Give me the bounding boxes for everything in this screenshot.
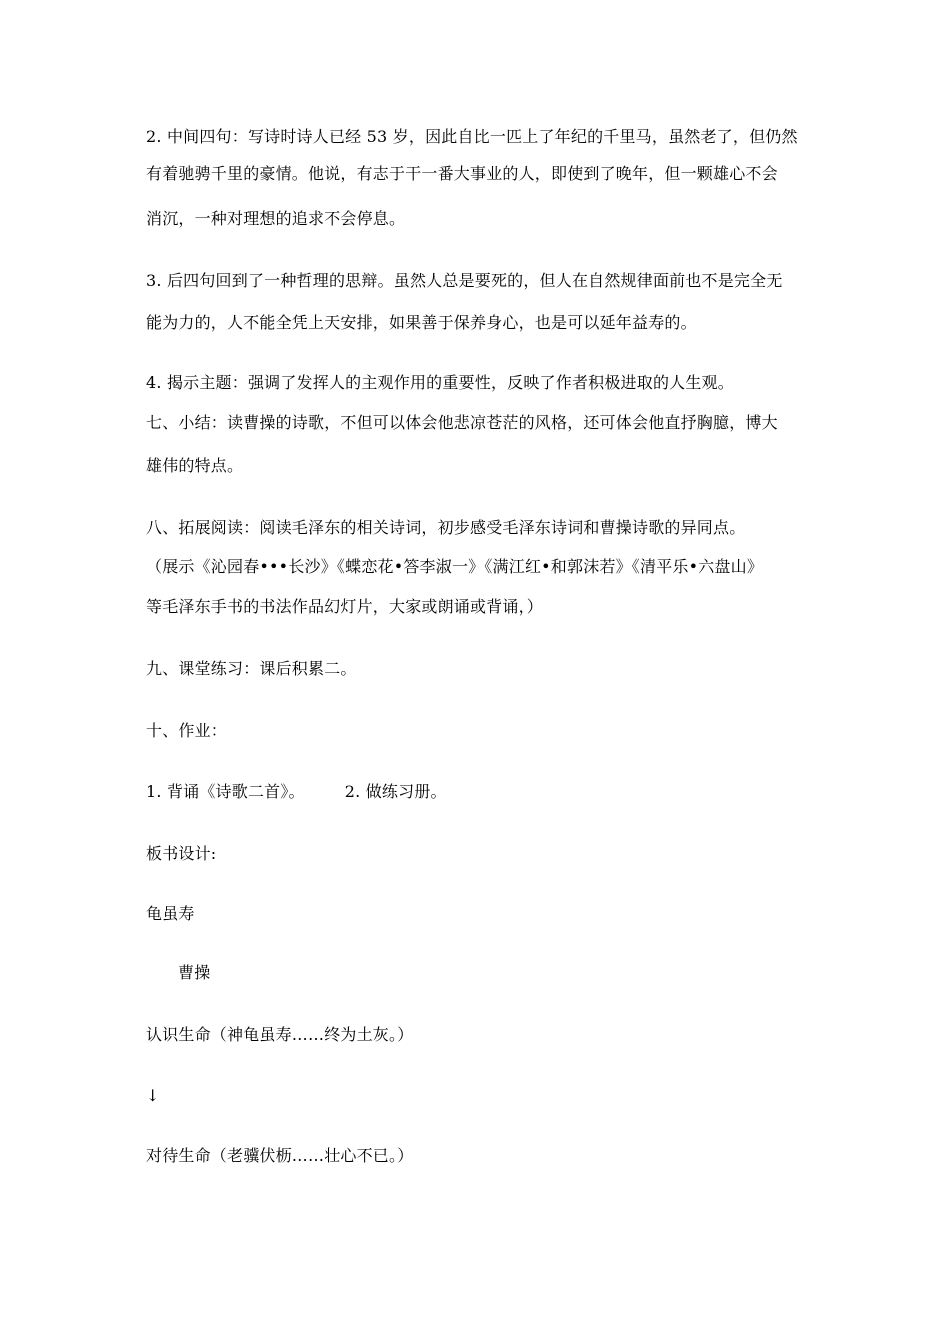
paragraph-7-line-2: 雄伟的特点。 [146, 456, 244, 475]
homework-line [146, 782, 846, 802]
paragraph-3-line-1: 3. 后四句回到了一种哲理的思辩。虽然人总是要死的，但人在自然规律面前也不是完全无 [146, 271, 783, 290]
paragraph-2-line-2: 有着驰骋千里的豪情。他说，有志于干一番大事业的人，即使到了晚年，但一颗雄心不会 [146, 164, 778, 183]
paragraph-8-line-1: 八、拓展阅读：阅读毛泽东的相关诗词，初步感受毛泽东诗词和曹操诗歌的异同点。 [146, 518, 746, 537]
paragraph-8-line-2: （展示《沁园春•••长沙》《蝶恋花•答李淑一》《满江红•和郭沫若》《清平乐•六盘山》 [146, 557, 764, 576]
paragraph-2-line-1: 2. 中间四句：写诗时诗人已经 53 岁，因此自比一匹上了年纪的千里马，虽然老了，但仍然 [146, 127, 798, 146]
homework-item-1: 1. 背诵《诗歌二首》。 [146, 782, 305, 801]
board-poem-author: 曹操 [178, 963, 211, 982]
paragraph-8-line-3: 等毛泽东手书的书法作品幻灯片，大家或朗诵或背诵，） [146, 597, 544, 616]
board-line-treat-life: 对待生命（老骥伏枥……壮心不已。） [146, 1146, 414, 1165]
homework-item-2: 2. 做练习册。 [344, 782, 447, 801]
board-poem-title: 龟虽寿 [146, 904, 195, 923]
board-design-label: 板书设计: [146, 844, 217, 863]
paragraph-4: 4. 揭示主题：强调了发挥人的主观作用的重要性，反映了作者积极进取的人生观。 [146, 373, 734, 392]
down-arrow-icon: ↓ [146, 1086, 160, 1105]
paragraph-10: 十、作业： [146, 721, 228, 740]
board-line-recognize-life: 认识生命（神龟虽寿……终为土灰。） [146, 1025, 414, 1044]
paragraph-9: 九、课堂练习：课后积累二。 [146, 659, 357, 678]
paragraph-7-line-1: 七、小结：读曹操的诗歌，不但可以体会他悲凉苍茫的风格，还可体会他直抒胸臆，博大 [146, 413, 778, 432]
paragraph-2-line-3: 消沉，一种对理想的追求不会停息。 [146, 209, 406, 228]
paragraph-3-line-2: 能为力的，人不能全凭上天安排，如果善于保养身心，也是可以延年益寿的。 [146, 313, 697, 332]
